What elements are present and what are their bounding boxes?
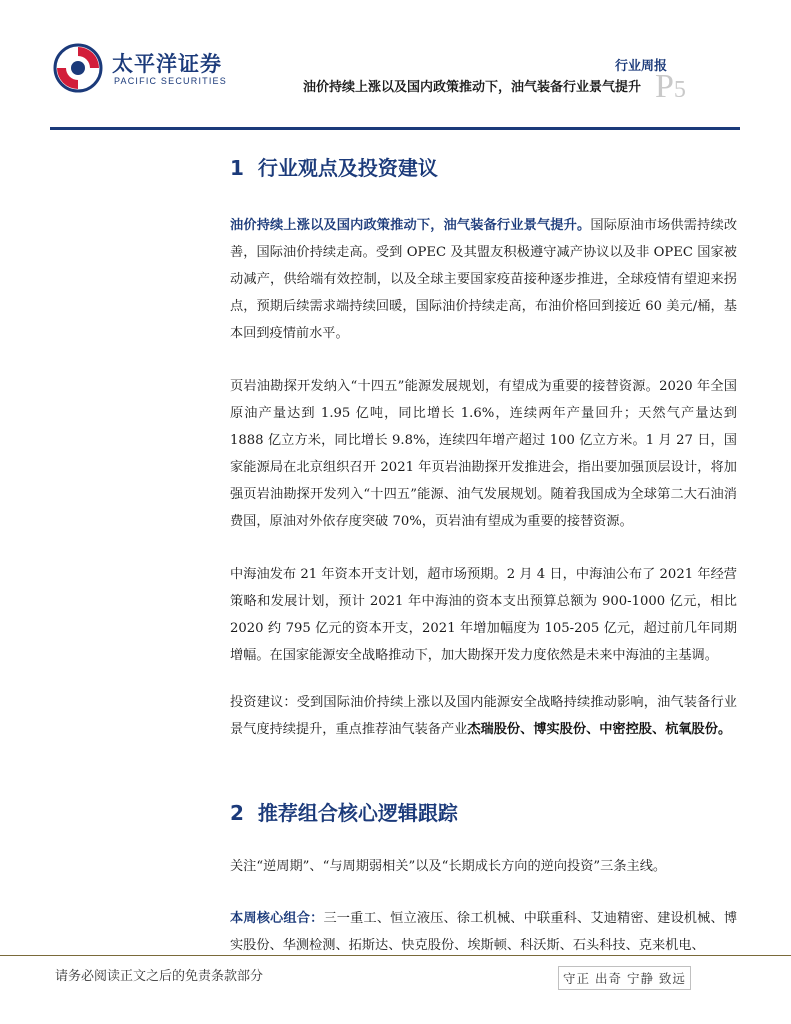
separator: 、 xyxy=(652,722,666,737)
section-1-title: 行业观点及投资建议 xyxy=(257,156,438,180)
page-letter: P xyxy=(655,68,674,105)
paragraph-lead-sentence: 油价持续上涨以及国内政策推动下，油气装备行业景气提升。 xyxy=(230,218,591,233)
recommended-stock: 杰瑞股份 xyxy=(467,722,521,737)
recommended-stock: 博实股份 xyxy=(533,722,587,737)
section-1-paragraph-4 xyxy=(230,689,737,743)
section-1-paragraph-1 xyxy=(230,212,737,347)
footer-divider xyxy=(0,955,791,956)
footer-disclaimer: 请务必阅读正文之后的免责条款部分 xyxy=(55,969,264,984)
logo-english-name: PACIFIC SECURITIES xyxy=(114,76,227,86)
investment-advice-body: 投资建议：受到国际油价持续上涨以及国内能源安全战略持续推动影响，油气装备行业景气度持续提升，重点推荐油气装备产业 xyxy=(230,695,737,737)
page-number xyxy=(655,70,686,104)
company-logo xyxy=(52,42,227,94)
section-2-paragraph-2 xyxy=(230,905,737,959)
recommended-stock: 中密控股 xyxy=(599,722,652,737)
separator: 。 xyxy=(717,722,732,737)
section-1-number: 1 xyxy=(230,156,244,180)
section-1-heading xyxy=(230,152,438,181)
logo-chinese-name: 太平洋证券 xyxy=(112,52,222,76)
footer-motto: 守正 出奇 宁静 致远 xyxy=(558,966,691,990)
page-header xyxy=(0,0,791,140)
section-2-number: 2 xyxy=(230,801,244,825)
report-title: 油价持续上涨以及国内政策推动下，油气装备行业景气提升 xyxy=(302,80,641,95)
report-type-label: 行业周报 xyxy=(614,59,667,74)
paragraph-body: 国际原油市场供需持续改善，国际油价持续走高。受到 OPEC 及其盟友积极遵守减产协议以及非 OPEC 国家被动减产，供给端有效控制，以及全球主要国家疫苗接种逐步推进，全球疫情有望迎来拐点，预期后续需求端持续回暖，国际油价持续走高，布油价格回到接近 60 美元/桶，基本回到疫情前水平。 xyxy=(230,218,738,341)
core-portfolio-label: 本周核心组合： xyxy=(230,911,324,926)
section-2-heading xyxy=(230,797,458,826)
section-2-title: 推荐组合核心逻辑跟踪 xyxy=(257,801,458,825)
header-divider xyxy=(50,127,740,130)
pacific-securities-logo-icon xyxy=(52,42,104,94)
section-1-paragraph-2: 页岩油勘探开发纳入“十四五”能源发展规划，有望成为重要的接替资源。2020 年全国原油产量达到 1.95 亿吨，同比增长 1.6%，连续两年产量回升；天然气产量达到 1888 亿立方米，同比增长 9.8%，连续四年增产超过 100 亿立方米。1 月 27 日，国家能源局在北京组织召开 2021 年页岩油勘探开发推进会，指出要加强顶层设计，将加强页岩油勘探开发列入“十四五”能源、油气发展规划。随着我国成为全球第二大石油消费国，原油对外依存度突破 70%，页岩油有望成为重要的接替资源。 xyxy=(230,379,737,529)
section-1-paragraph-3: 中海油发布 21 年资本开支计划，超市场预期。2 月 4 日，中海油公布了 2021 年经营策略和发展计划，预计 2021 年中海油的资本支出预算总额为 900-1000 亿元，相比 2020 约 795 亿元的资本开支，2021 年增加幅度为 105-205 亿元，超过前几年同期增幅。在国家能源安全战略推动下，加大勘探开发力度依然是未来中海油的主基调。 xyxy=(230,567,737,663)
core-portfolio-list: 三一重工、恒立液压、徐工机械、中联重科、艾迪精密、建设机械、博实股份、华测检测、拓斯达、快克股份、埃斯顿、科沃斯、石头科技、克来机电、 xyxy=(230,911,738,953)
separator: 、 xyxy=(520,722,534,737)
section-2-paragraph-1: 关注“逆周期”、“与周期弱相关”以及“长期成长方向的逆向投资”三条主线。 xyxy=(230,859,667,874)
separator: 、 xyxy=(586,722,600,737)
page-digit: 5 xyxy=(673,77,686,103)
recommended-stock: 杭氧股份 xyxy=(665,722,718,737)
